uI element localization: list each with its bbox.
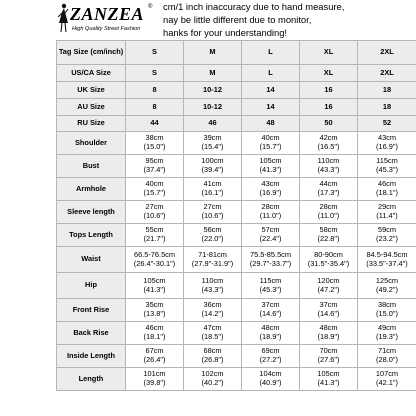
- row-label: AU Size: [57, 99, 126, 116]
- size-cell: M: [184, 65, 242, 82]
- cm-value: 67cm: [145, 346, 164, 356]
- cm-value: 84.5-94.5cm: [366, 249, 408, 259]
- size-header-row: [57, 65, 416, 82]
- inch-value: (16.9"): [376, 142, 398, 151]
- size-cell: 10-12: [184, 82, 242, 99]
- cm-value: 110cm: [201, 275, 224, 285]
- size-cell: 50: [300, 116, 358, 132]
- measurement-cell: [126, 368, 184, 391]
- size-cell: S: [126, 65, 184, 82]
- size-cell: 14: [242, 82, 300, 99]
- measurement-row: [57, 201, 416, 224]
- inch-value: (11.4"): [376, 211, 398, 220]
- brand-logo: [56, 3, 162, 37]
- measurement-cell: [184, 178, 242, 201]
- cm-value: 80-90cm: [314, 249, 343, 259]
- size-header-row: [57, 99, 416, 116]
- row-label: Back Rise: [57, 322, 126, 345]
- inch-value: (41.3"): [317, 378, 340, 387]
- size-cell: 16: [300, 99, 358, 116]
- measurement-row: [57, 247, 416, 273]
- brand-name: ZANZEA: [70, 4, 145, 24]
- measurement-cell: [358, 224, 416, 247]
- measurement-row: [57, 155, 416, 178]
- inch-value: (27.6"): [317, 355, 340, 364]
- measurement-cell: [300, 224, 358, 247]
- measurement-cell: [242, 201, 300, 224]
- cm-value: 69cm: [261, 346, 280, 356]
- row-label: Length: [57, 368, 126, 391]
- row-label: RU Size: [57, 116, 126, 132]
- inch-value: (18.9"): [259, 332, 282, 341]
- measurement-cell: [300, 345, 358, 368]
- inch-value: (16.1"): [201, 188, 224, 197]
- measurement-cell: [300, 299, 358, 322]
- measurement-cell: [184, 368, 242, 391]
- cm-value: 110cm: [317, 156, 340, 166]
- inch-value: (49.2"): [376, 284, 398, 294]
- measurement-cell: [242, 322, 300, 345]
- measurement-cell: [126, 273, 184, 299]
- inch-value: (42.1"): [376, 378, 398, 387]
- measurement-row: [57, 224, 416, 247]
- cm-value: 29cm: [377, 202, 397, 212]
- measurement-notice: [163, 0, 416, 39]
- size-cell: 44: [126, 116, 184, 132]
- inch-value: (15.4"): [201, 142, 224, 151]
- measurement-cell: [300, 132, 358, 155]
- measurement-cell: [300, 247, 358, 273]
- inch-value: (17.3"): [317, 188, 340, 197]
- size-cell: 18: [358, 82, 416, 99]
- measurement-cell: [358, 322, 416, 345]
- cm-value: 27cm: [203, 202, 222, 212]
- size-cell: 48: [242, 116, 300, 132]
- measurement-cell: [184, 132, 242, 155]
- size-header-row: [57, 116, 416, 132]
- cm-value: 107cm: [375, 369, 399, 379]
- cm-value: 27cm: [145, 202, 164, 212]
- measurement-cell: [184, 155, 242, 178]
- cm-value: 105cm: [143, 275, 166, 285]
- measurement-cell: [300, 155, 358, 178]
- inch-value: (45.3"): [376, 165, 398, 174]
- cm-value: 59cm: [377, 225, 397, 235]
- row-label: Tops Length: [57, 224, 126, 247]
- measurement-cell: [300, 322, 358, 345]
- cm-value: 35cm: [145, 300, 164, 310]
- notice-line: cm/1 inch inaccuracy due to hand measure,: [163, 1, 345, 12]
- cm-value: 101cm: [143, 369, 166, 379]
- cm-value: 38cm: [377, 300, 397, 310]
- inch-value: (23.2"): [376, 234, 398, 243]
- cm-value: 71cm: [377, 346, 397, 356]
- inch-value: (43.3"): [201, 284, 224, 294]
- measurement-row: [57, 345, 416, 368]
- cm-value: 36cm: [203, 300, 222, 310]
- inch-value: (16.9"): [259, 188, 282, 197]
- measurement-cell: [300, 368, 358, 391]
- cm-value: 43cm: [377, 133, 397, 143]
- inch-value: (22.4"): [259, 234, 282, 243]
- measurement-cell: [358, 132, 416, 155]
- inch-value: (39.8"): [143, 378, 166, 387]
- row-label: Sleeve length: [57, 201, 126, 224]
- inch-value: (22.8"): [317, 234, 340, 243]
- inch-value: (41.3"): [143, 284, 166, 294]
- inch-value: (27.9"-31.9"): [191, 258, 234, 268]
- size-cell: 18: [358, 99, 416, 116]
- measurement-cell: [242, 247, 300, 273]
- row-label: Waist: [57, 247, 126, 273]
- measurement-cell: [300, 178, 358, 201]
- inch-value: (18.5"): [201, 332, 224, 341]
- cm-value: 115cm: [259, 275, 282, 285]
- measurement-cell: [242, 155, 300, 178]
- size-cell: XL: [300, 41, 358, 65]
- size-cell: 8: [126, 82, 184, 99]
- cm-value: 102cm: [201, 369, 224, 379]
- measurement-cell: [184, 247, 242, 273]
- cm-value: 105cm: [317, 369, 340, 379]
- cm-value: 37cm: [319, 300, 338, 310]
- measurement-cell: [126, 299, 184, 322]
- measurement-cell: [184, 201, 242, 224]
- measurement-cell: [242, 273, 300, 299]
- measurement-row: [57, 273, 416, 299]
- cm-value: 49cm: [377, 323, 397, 333]
- measurement-cell: [242, 132, 300, 155]
- inch-value: (21.7"): [143, 234, 166, 243]
- inch-value: (45.3"): [259, 284, 282, 294]
- size-cell: 2XL: [358, 65, 416, 82]
- inch-value: (14.6"): [317, 309, 340, 318]
- inch-value: (13.8"): [143, 309, 166, 318]
- cm-value: 40cm: [145, 179, 164, 189]
- cm-value: 46cm: [377, 179, 397, 189]
- inch-value: (43.3"): [317, 165, 340, 174]
- inch-value: (18.1"): [143, 332, 166, 341]
- inch-value: (40.2"): [201, 378, 224, 387]
- measurement-cell: [184, 345, 242, 368]
- inch-value: (10.6"): [201, 211, 224, 220]
- row-label: Bust: [57, 155, 126, 178]
- measurement-cell: [242, 368, 300, 391]
- row-label: Front Rise: [57, 299, 126, 322]
- size-cell: 16: [300, 82, 358, 99]
- header: [0, 0, 416, 40]
- measurement-cell: [126, 201, 184, 224]
- cm-value: 55cm: [145, 225, 164, 235]
- brand-tagline: High Quality Street Fashion: [72, 26, 141, 32]
- size-cell: XL: [300, 65, 358, 82]
- inch-value: (40.9"): [259, 378, 282, 387]
- cm-value: 39cm: [203, 133, 222, 143]
- notice-line: hanks for your understanding!: [163, 27, 288, 38]
- cm-value: 46cm: [145, 323, 164, 333]
- cm-value: 48cm: [261, 323, 280, 333]
- measurement-cell: [126, 345, 184, 368]
- row-label: US/CA Size: [57, 65, 126, 82]
- size-cell: 10-12: [184, 99, 242, 116]
- size-header-row: [57, 41, 416, 65]
- inch-value: (39.4"): [201, 165, 224, 174]
- row-label: Shoulder: [57, 132, 126, 155]
- row-label: Hip: [57, 273, 126, 299]
- measurement-row: [57, 132, 416, 155]
- inch-value: (27.2"): [259, 355, 282, 364]
- measurement-cell: [300, 273, 358, 299]
- cm-value: 125cm: [375, 275, 399, 285]
- inch-value: (41.3"): [259, 165, 282, 174]
- cm-value: 40cm: [261, 133, 280, 143]
- cm-value: 100cm: [201, 156, 224, 166]
- measurement-cell: [126, 178, 184, 201]
- size-cell: 14: [242, 99, 300, 116]
- size-cell: L: [242, 41, 300, 65]
- inch-value: (14.6"): [259, 309, 282, 318]
- measurement-cell: [242, 178, 300, 201]
- inch-value: (15.0"): [376, 309, 398, 318]
- measurement-cell: [358, 273, 416, 299]
- measurement-cell: [184, 273, 242, 299]
- measurement-row: [57, 178, 416, 201]
- cm-value: 48cm: [319, 323, 338, 333]
- cm-value: 41cm: [203, 179, 222, 189]
- measurement-cell: [126, 132, 184, 155]
- size-cell: 8: [126, 99, 184, 116]
- measurement-cell: [358, 299, 416, 322]
- fashion-figure-icon: [56, 3, 70, 33]
- measurement-cell: [184, 224, 242, 247]
- cm-value: 42cm: [319, 133, 338, 143]
- size-cell: L: [242, 65, 300, 82]
- inch-value: (31.5"-35.4"): [307, 258, 350, 268]
- measurement-cell: [358, 155, 416, 178]
- measurement-cell: [242, 299, 300, 322]
- inch-value: (37.4"): [143, 165, 166, 174]
- size-cell: 52: [358, 116, 416, 132]
- cm-value: 95cm: [145, 156, 164, 166]
- measurement-cell: [126, 247, 184, 273]
- measurement-cell: [358, 368, 416, 391]
- measurement-cell: [184, 322, 242, 345]
- cm-value: 70cm: [319, 346, 338, 356]
- size-cell: 2XL: [358, 41, 416, 65]
- measurement-cell: [126, 155, 184, 178]
- cm-value: 47cm: [203, 323, 222, 333]
- cm-value: 57cm: [261, 225, 280, 235]
- cm-value: 38cm: [145, 133, 164, 143]
- cm-value: 105cm: [259, 156, 282, 166]
- cm-value: 71-81cm: [198, 249, 227, 259]
- measurement-cell: [358, 178, 416, 201]
- cm-value: 28cm: [319, 202, 338, 212]
- measurement-row: [57, 368, 416, 391]
- inch-value: (11.0"): [259, 211, 282, 220]
- cm-value: 58cm: [319, 225, 338, 235]
- measurement-cell: [184, 299, 242, 322]
- size-header-row: [57, 82, 416, 99]
- inch-value: (18.9"): [317, 332, 340, 341]
- cm-value: 104cm: [259, 369, 282, 379]
- size-cell: 46: [184, 116, 242, 132]
- inch-value: (10.6"): [143, 211, 166, 220]
- cm-value: 28cm: [261, 202, 280, 212]
- cm-value: 43cm: [261, 179, 280, 189]
- inch-value: (19.3"): [376, 332, 398, 341]
- inch-value: (26.4"): [143, 355, 166, 364]
- inch-value: (26.8"): [201, 355, 224, 364]
- row-label: Inside Length: [57, 345, 126, 368]
- measurement-cell: [358, 345, 416, 368]
- inch-value: (16.5"): [317, 142, 340, 151]
- cm-value: 115cm: [376, 156, 398, 166]
- measurement-row: [57, 299, 416, 322]
- measurement-cell: [300, 201, 358, 224]
- measurement-cell: [242, 345, 300, 368]
- measurement-cell: [358, 201, 416, 224]
- cm-value: 66.5-76.5cm: [133, 249, 176, 259]
- inch-value: (15.0"): [143, 142, 166, 151]
- measurement-row: [57, 322, 416, 345]
- inch-value: (28.0"): [376, 355, 398, 364]
- inch-value: (22.0"): [201, 234, 224, 243]
- measurement-cell: [126, 224, 184, 247]
- row-label: Armhole: [57, 178, 126, 201]
- size-chart-table: [56, 40, 416, 391]
- measurement-cell: [242, 224, 300, 247]
- measurement-cell: [358, 247, 416, 273]
- inch-value: (11.0"): [317, 211, 340, 220]
- cm-value: 37cm: [261, 300, 280, 310]
- cm-value: 120cm: [317, 275, 340, 285]
- row-label: Tag Size (cm/inch): [57, 41, 126, 65]
- inch-value: (15.7"): [259, 142, 282, 151]
- cm-value: 75.5-85.5cm: [249, 249, 292, 259]
- cm-value: 56cm: [203, 225, 222, 235]
- row-label: UK Size: [57, 82, 126, 99]
- notice-line: nay be little different due to monitor,: [163, 14, 312, 25]
- inch-value: (33.5"-37.4"): [366, 258, 408, 268]
- cm-value: 44cm: [319, 179, 338, 189]
- inch-value: (18.1"): [376, 188, 398, 197]
- registered-mark: ®: [148, 4, 153, 10]
- size-cell: S: [126, 41, 184, 65]
- inch-value: (29.7"-33.7"): [249, 258, 292, 268]
- inch-value: (15.7"): [143, 188, 166, 197]
- inch-value: (26.4"-30.1"): [133, 258, 176, 268]
- inch-value: (14.2"): [201, 309, 224, 318]
- inch-value: (47.2"): [317, 284, 340, 294]
- measurement-cell: [126, 322, 184, 345]
- size-cell: M: [184, 41, 242, 65]
- cm-value: 68cm: [203, 346, 222, 356]
